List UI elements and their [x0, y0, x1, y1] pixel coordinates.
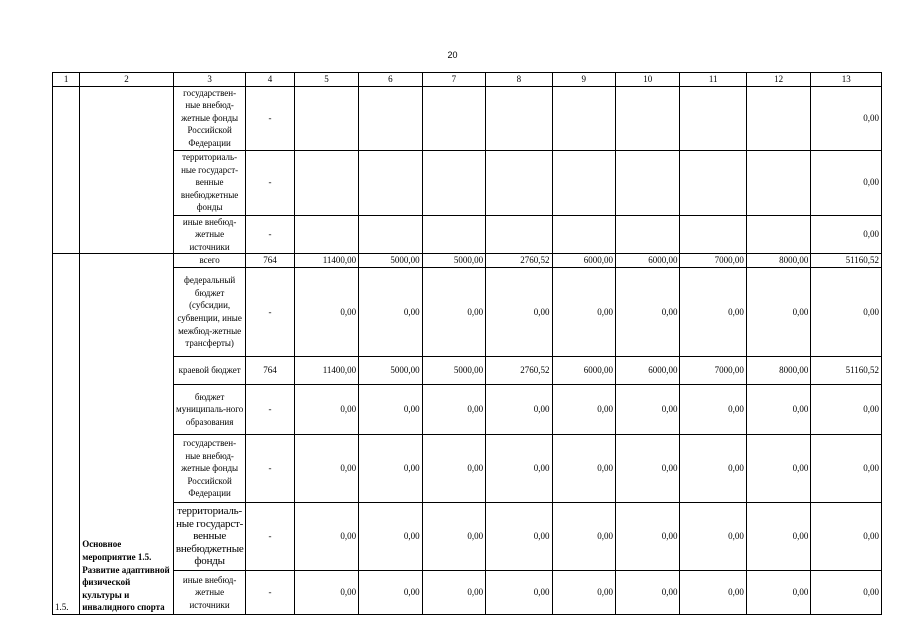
measure-name-cell [80, 86, 174, 254]
value-cell: 0,00 [486, 267, 552, 356]
value-cell [359, 150, 422, 215]
value-cell: 0,00 [422, 267, 485, 356]
header-row [53, 73, 882, 87]
measure-index: 1.5. [53, 254, 80, 615]
value-cell: 0,00 [552, 570, 615, 614]
table-row [53, 434, 882, 502]
total-cell: 0,00 [811, 150, 882, 215]
funding-source-cell [173, 502, 246, 570]
value-cell: 0,00 [294, 570, 358, 614]
value-cell: 6000,00 [616, 254, 680, 268]
value-cell [746, 86, 810, 150]
value-cell [359, 215, 422, 254]
column-header: 10 [616, 73, 680, 87]
total-cell: 0,00 [811, 570, 882, 614]
code-cell: - [246, 150, 294, 215]
value-cell: 0,00 [422, 384, 485, 434]
value-cell: 0,00 [680, 384, 746, 434]
value-cell: 0,00 [616, 384, 680, 434]
table-row [53, 150, 882, 215]
value-cell: 8000,00 [746, 356, 810, 384]
value-cell: 2760,52 [486, 356, 552, 384]
table-row [53, 502, 882, 570]
column-header: 8 [486, 73, 552, 87]
funding-source-cell: государствен-ные внебюд-жетные фонды Российской Федерации [173, 86, 246, 150]
value-cell: 0,00 [486, 502, 552, 570]
value-cell [552, 86, 615, 150]
value-cell [422, 215, 485, 254]
code-cell: - [246, 86, 294, 150]
value-cell [422, 150, 485, 215]
value-cell: 0,00 [422, 434, 485, 502]
column-header: 13 [811, 73, 882, 87]
value-cell: 0,00 [616, 434, 680, 502]
value-cell: 0,00 [552, 502, 615, 570]
code-cell: 764 [246, 356, 294, 384]
page-number: 20 [447, 50, 458, 60]
value-cell: 0,00 [680, 502, 746, 570]
value-cell: 11400,00 [294, 254, 358, 268]
value-cell: 0,00 [294, 434, 358, 502]
funding-source-cell: государствен-ные внебюд-жетные фонды Российской Федерации [173, 434, 246, 502]
code-cell: - [246, 384, 294, 434]
table-row [53, 254, 882, 268]
value-cell: 7000,00 [680, 254, 746, 268]
value-cell: 0,00 [359, 570, 422, 614]
value-cell [616, 215, 680, 254]
value-cell [359, 86, 422, 150]
value-cell: 0,00 [552, 434, 615, 502]
column-header: 12 [746, 73, 810, 87]
funding-source-cell: всего [173, 254, 246, 268]
value-cell [552, 215, 615, 254]
value-cell [552, 150, 615, 215]
measure-title: Основное мероприятие 1.5. Развитие адаптивной физической культуры и инвалидного спорта [80, 254, 174, 615]
column-header: 11 [680, 73, 746, 87]
value-cell: 0,00 [359, 434, 422, 502]
value-cell [746, 150, 810, 215]
value-cell: 0,00 [486, 570, 552, 614]
value-cell: 0,00 [746, 502, 810, 570]
value-cell: 0,00 [616, 502, 680, 570]
code-cell: - [246, 215, 294, 254]
table-row [53, 384, 882, 434]
total-cell: 51160,52 [811, 356, 882, 384]
total-cell: 0,00 [811, 215, 882, 254]
value-cell: 0,00 [680, 570, 746, 614]
value-cell [616, 86, 680, 150]
value-cell: 0,00 [616, 267, 680, 356]
value-cell: 0,00 [680, 434, 746, 502]
table-row [53, 570, 882, 614]
code-cell: - [246, 502, 294, 570]
code-cell: - [246, 570, 294, 614]
table-row [53, 215, 882, 254]
budget-table [52, 72, 882, 615]
value-cell: 6000,00 [552, 356, 615, 384]
total-cell: 0,00 [811, 434, 882, 502]
value-cell: 0,00 [552, 267, 615, 356]
value-cell [680, 215, 746, 254]
value-cell: 6000,00 [616, 356, 680, 384]
value-cell: 0,00 [422, 570, 485, 614]
funding-source-text: территориаль-ные государст-венные внебюджетные фонды [175, 504, 244, 568]
value-cell [486, 86, 552, 150]
value-cell: 0,00 [359, 502, 422, 570]
value-cell: 7000,00 [680, 356, 746, 384]
value-cell: 0,00 [680, 267, 746, 356]
value-cell: 0,00 [294, 267, 358, 356]
value-cell: 0,00 [294, 502, 358, 570]
funding-source-cell: территориаль-ные государст-венные внебюджетные фонды [173, 150, 246, 215]
value-cell [616, 150, 680, 215]
table-row [53, 356, 882, 384]
index-cell [53, 86, 80, 254]
column-header: 7 [422, 73, 485, 87]
value-cell [294, 215, 358, 254]
value-cell: 8000,00 [746, 254, 810, 268]
funding-source-cell: краевой бюджет [173, 356, 246, 384]
code-cell: - [246, 434, 294, 502]
value-cell: 0,00 [746, 384, 810, 434]
value-cell: 0,00 [616, 570, 680, 614]
value-cell: 0,00 [486, 434, 552, 502]
code-cell: - [246, 267, 294, 356]
value-cell [294, 150, 358, 215]
value-cell [746, 215, 810, 254]
total-cell: 0,00 [811, 86, 882, 150]
value-cell: 0,00 [359, 267, 422, 356]
total-cell: 0,00 [811, 267, 882, 356]
value-cell [680, 86, 746, 150]
funding-source-cell: иные внебюд-жетные источники [173, 570, 246, 614]
funding-source-cell: бюджет муниципаль-ного образования [173, 384, 246, 434]
value-cell [422, 86, 485, 150]
value-cell: 0,00 [746, 434, 810, 502]
column-header: 2 [80, 73, 174, 87]
table-row [53, 267, 882, 356]
value-cell: 0,00 [422, 502, 485, 570]
value-cell: 0,00 [294, 384, 358, 434]
value-cell [294, 86, 358, 150]
value-cell: 0,00 [746, 267, 810, 356]
value-cell: 0,00 [746, 570, 810, 614]
value-cell [680, 150, 746, 215]
table-row [53, 86, 882, 150]
column-header: 6 [359, 73, 422, 87]
total-cell: 51160,52 [811, 254, 882, 268]
column-header: 4 [246, 73, 294, 87]
value-cell: 2760,52 [486, 254, 552, 268]
value-cell: 6000,00 [552, 254, 615, 268]
funding-source-cell: федеральный бюджет (субсидии, субвенции, иные межбюд-жетные трансферты) [173, 267, 246, 356]
value-cell [486, 215, 552, 254]
value-cell: 5000,00 [359, 356, 422, 384]
value-cell: 11400,00 [294, 356, 358, 384]
value-cell [486, 150, 552, 215]
column-header: 3 [173, 73, 246, 87]
value-cell: 0,00 [552, 384, 615, 434]
value-cell: 5000,00 [422, 356, 485, 384]
funding-source-cell: иные внебюд-жетные источники [173, 215, 246, 254]
code-cell: 764 [246, 254, 294, 268]
total-cell: 0,00 [811, 384, 882, 434]
column-header: 5 [294, 73, 358, 87]
value-cell: 5000,00 [422, 254, 485, 268]
column-header: 9 [552, 73, 615, 87]
column-header: 1 [53, 73, 80, 87]
value-cell: 0,00 [486, 384, 552, 434]
value-cell: 0,00 [359, 384, 422, 434]
value-cell: 5000,00 [359, 254, 422, 268]
total-cell: 0,00 [811, 502, 882, 570]
